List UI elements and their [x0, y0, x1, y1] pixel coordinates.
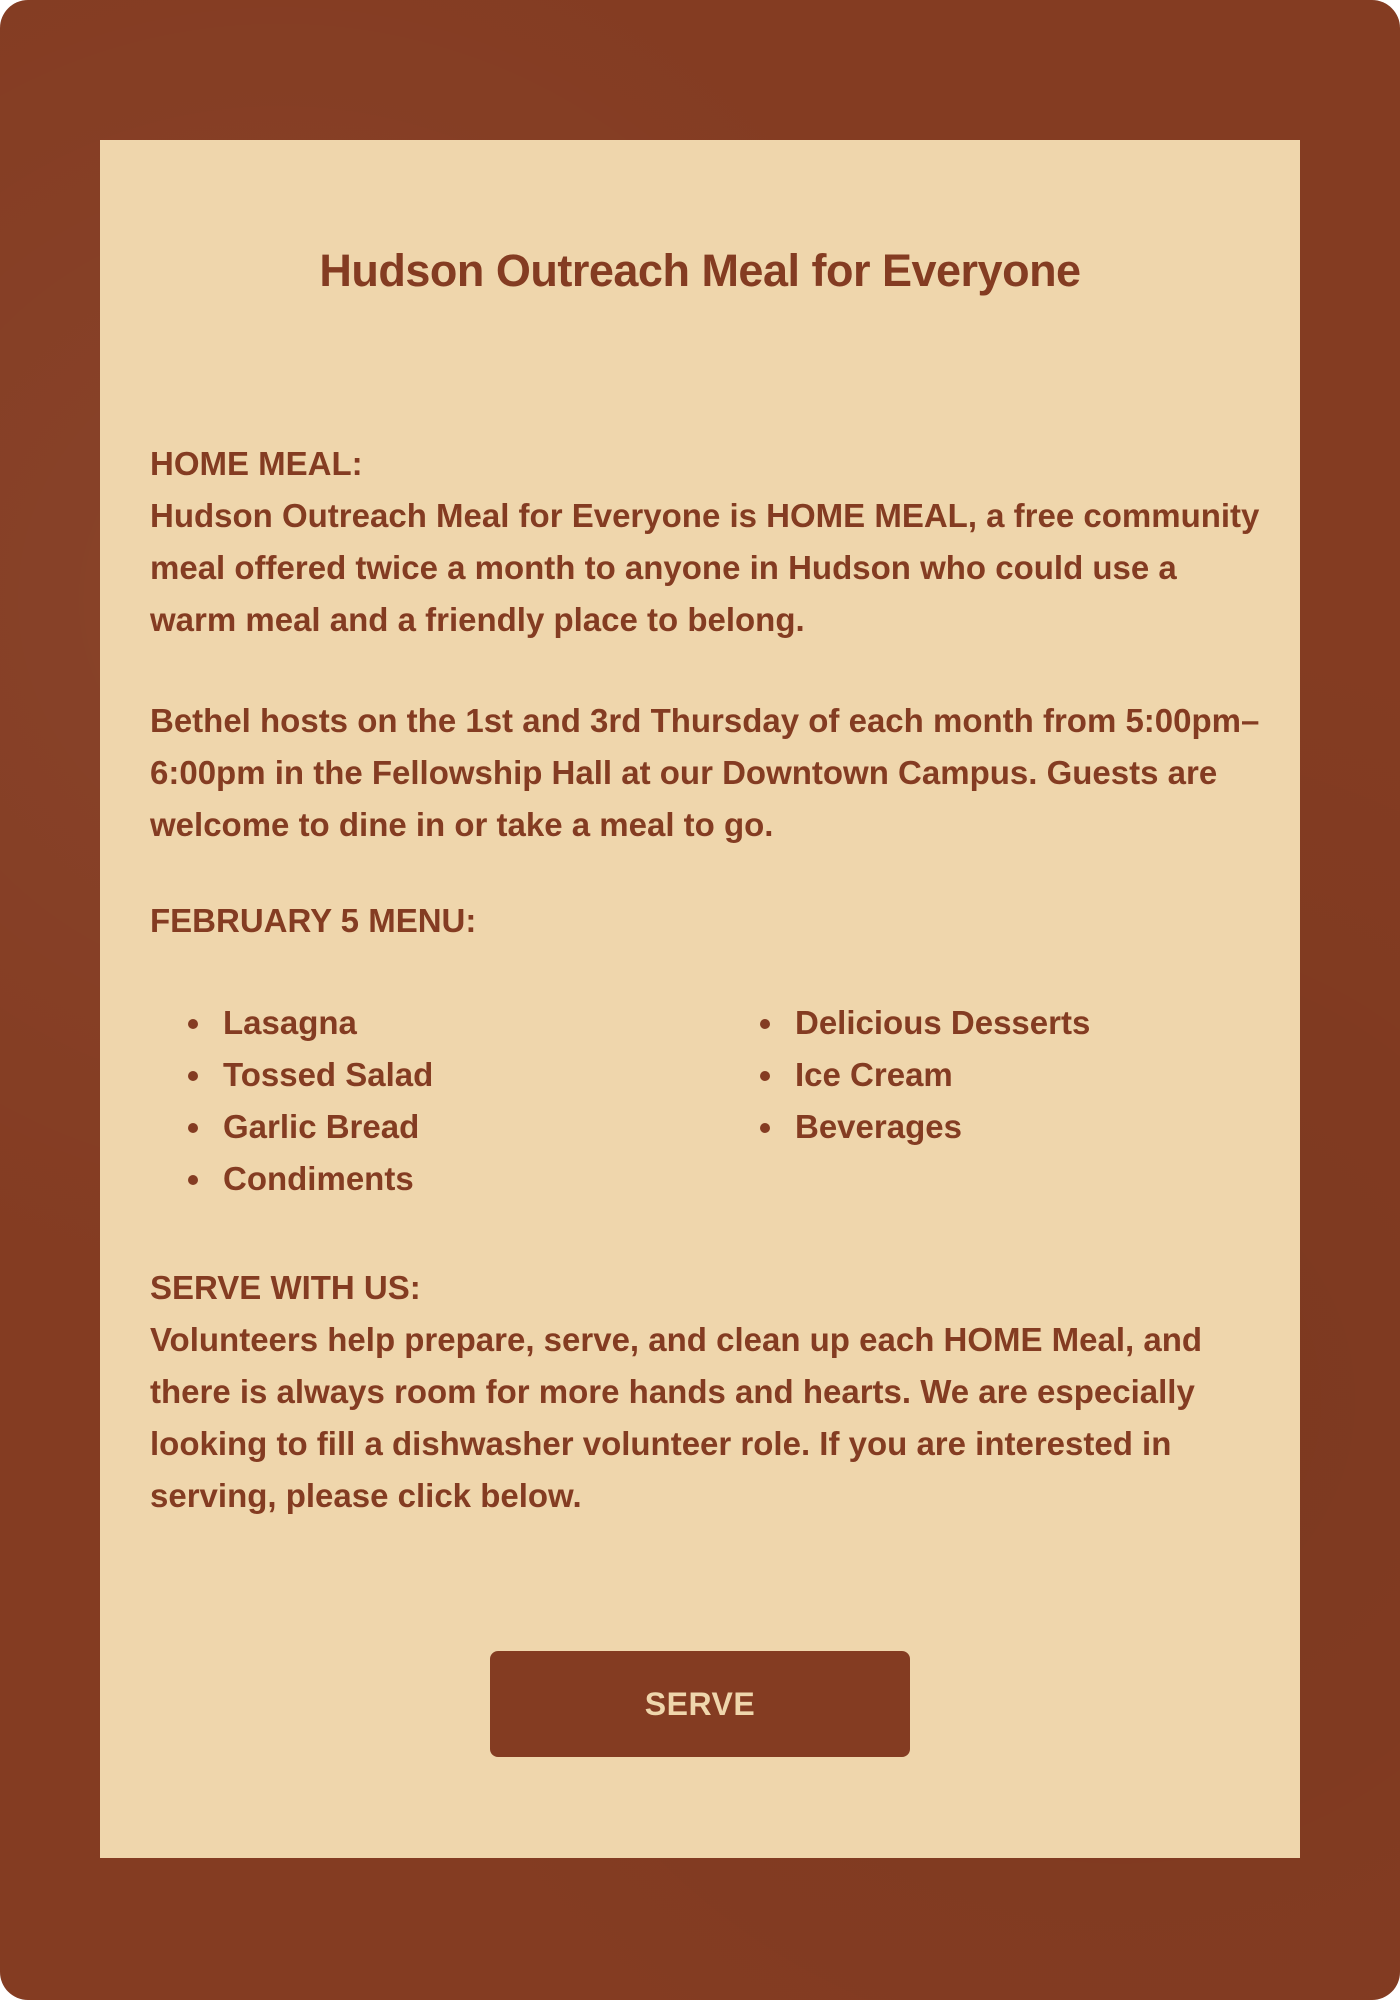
hosts-description: Bethel hosts on the 1st and 3rd Thursday of each month from 5:00pm–6:00pm in the Fellowship Hall at our Downtown Campus. Guests are welcome to dine in or take a meal to go. [150, 702, 1260, 843]
menu-item-label: Condiments [223, 1160, 414, 1197]
home-meal-section [150, 438, 1260, 646]
serve-heading: SERVE WITH US: [150, 1269, 421, 1306]
menu-heading: FEBRUARY 5 MENU: [150, 902, 477, 939]
menu-item-label: Ice Cream [795, 1056, 953, 1093]
list-item [722, 1049, 1090, 1101]
list-item [722, 1101, 1090, 1153]
bullet-icon [188, 1071, 198, 1081]
menu-list-left [150, 997, 433, 1205]
menu-item-label: Lasagna [223, 1004, 357, 1041]
list-item [150, 1153, 433, 1205]
serve-button[interactable]: SERVE [490, 1651, 910, 1757]
home-meal-heading: HOME MEAL: [150, 445, 363, 482]
page-title: Hudson Outreach Meal for Everyone [319, 245, 1081, 296]
list-item [722, 997, 1090, 1049]
serve-section [150, 1262, 1260, 1522]
bullet-icon [188, 1123, 198, 1133]
serve-description: Volunteers help prepare, serve, and clean up each HOME Meal, and there is always room for more hands and hearts. We are especially looking to fill a dishwasher volunteer role. If you are interested in serving, please click below. [150, 1321, 1203, 1514]
list-item [150, 1101, 433, 1153]
menu-item-label: Beverages [795, 1108, 962, 1145]
menu-list-right [722, 997, 1090, 1153]
menu-item-label: Garlic Bread [223, 1108, 420, 1145]
menu-item-label: Delicious Desserts [795, 1004, 1091, 1041]
list-item [150, 1049, 433, 1101]
hosts-section [150, 695, 1260, 851]
bullet-icon [188, 1175, 198, 1185]
bullet-icon [760, 1071, 770, 1081]
bullet-icon [188, 1019, 198, 1029]
home-meal-description: Hudson Outreach Meal for Everyone is HOME MEAL, a free community meal offered twice a month to anyone in Hudson who could use a warm meal and a friendly place to belong. [150, 497, 1260, 638]
content-card [100, 140, 1300, 1858]
menu-item-label: Tossed Salad [223, 1056, 434, 1093]
bullet-icon [760, 1123, 770, 1133]
bullet-icon [760, 1019, 770, 1029]
list-item [150, 997, 433, 1049]
